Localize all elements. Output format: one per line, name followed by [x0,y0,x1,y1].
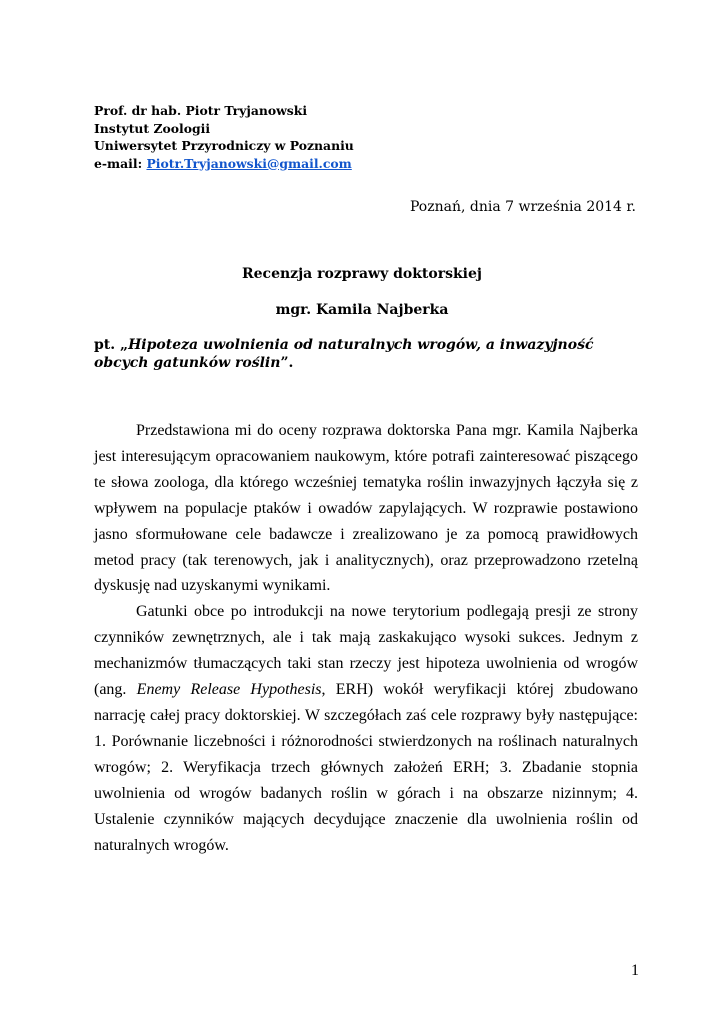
page-number: 1 [631,962,639,979]
dissertation-title-prefix: pt. „ [94,337,129,353]
review-body [94,418,638,858]
author-institute: Instytut Zoologii [94,120,211,136]
document-title: Recenzja rozprawy doktorskiej [242,266,482,282]
author-email-line [94,155,354,173]
dissertation-title-text: Hipoteza uwolnienia od naturalnych wrogów, a inwazyjność obcych gatunków roślin [94,337,594,371]
paragraph-1: Przedstawiona mi do oceny rozprawa doktorska Pana mgr. Kamila Najberka jest interesującym opracowaniem naukowym, które potrafi zainteresować piszącego te słowa zoologa, dla którego wcześniej tematyka roślin inwazyjnych łączyła się z wpływem na populacje ptaków i owadów zapylających. W rozprawie postawiono jasno sformułowane cele badawcze i zrealizowano je za pomocą prawidłowych metod pracy (tak terenowych, jak i analitycznych), oraz przeprowadzono rzetelną dyskusję nad uzyskanymi wynikami. [94,422,638,595]
dissertation-title [94,336,634,372]
author-header [94,102,354,172]
author-name: Prof. dr hab. Piotr Tryjanowski [94,103,308,118]
paragraph-2-part-1: Gatunki obce po introdukcji na nowe terytorium podlegają presji ze strony czynników zewnętrznych, ale i tak mają zaskakująco wysoki sukces. Jednym z mechanizmów tłumaczących taki stan rzeczy jest hipoteza uwolnienia od wrogów (ang. [94,603,638,699]
document-date: Poznań, dnia 7 września 2014 r. [409,199,636,215]
author-university: Uniwersytet Przyrodniczy w Poznaniu [94,138,354,153]
paragraph-2-italic-term: Enemy Release Hypothesis [136,681,322,699]
email-label: e-mail: [94,155,147,171]
document-subtitle: mgr. Kamila Najberka [275,302,449,318]
dissertation-title-suffix: ”. [280,355,294,371]
paragraph-2-part-2: , ERH) wokół weryfikacji której zbudowano narrację całej pracy doktorskiej. W szczegółach zaś cele rozprawy były następujące: 1. Porównanie liczebności i różnorodności stwierdzonych na roślinach naturalnych wrogów; 2. Weryfikacja trzech głównych założeń ERH; 3. Zbadanie stopnia uwolnienia od wrogów badanych roślin w górach i na obszarze nizinnym; 4. Ustalenie czynników mających decydujące znaczenie dla uwolnienia roślin od naturalnych wrogów. [94,681,638,854]
email-link[interactable]: Piotr.Tryjanowski@gmail.com [146,155,352,171]
paragraph-2 [94,599,638,858]
